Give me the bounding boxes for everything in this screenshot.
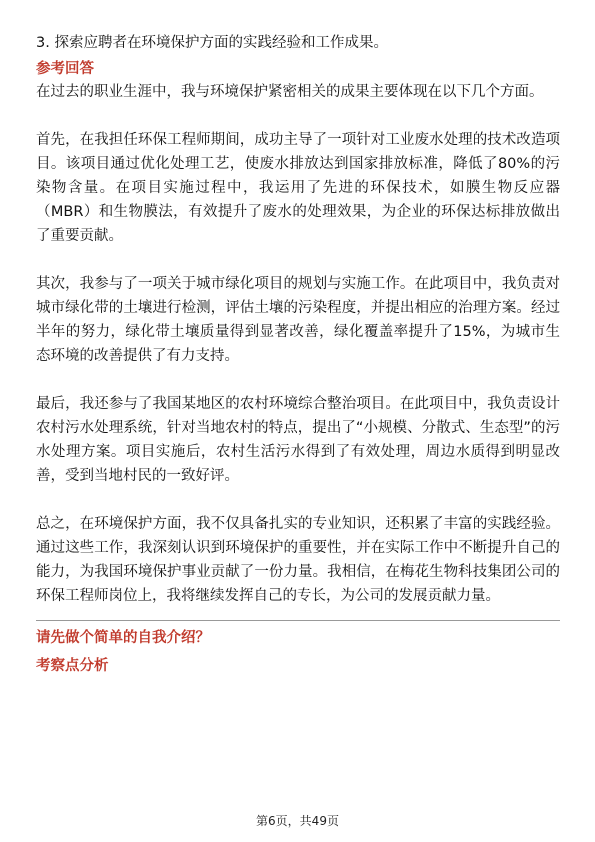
paragraph-gap	[36, 368, 560, 392]
paragraph-gap	[36, 104, 560, 128]
question-text: 3. 探索应聘者在环境保护方面的实践经验和工作成果。	[36, 35, 388, 51]
analysis-heading: 考察点分析	[36, 658, 109, 674]
answer-paragraph-intro: 在过去的职业生涯中，我与环境保护紧密相关的成果主要体现在以下几个方面。	[36, 84, 544, 100]
paragraph-gap	[36, 248, 560, 272]
page-footer: 第6页，共49页	[256, 814, 339, 828]
answer-paragraph-second: 其次，我参与了一项关于城市绿化项目的规划与实施工作。在此项目中，我负责对城市绿化带的土壤进行检测，评估土壤的污染程度，并提出相应的治理方案。经过半年的努力，绿化带土壤质量得到显著改善，绿化覆盖率提升了15%，为城市生态环境的改善提供了有力支持。	[36, 276, 560, 364]
paragraph-gap	[36, 488, 560, 512]
answer-paragraph-first: 首先，在我担任环保工程师期间，成功主导了一项针对工业废水处理的技术改造项目。该项目通过优化处理工艺，使废水排放达到国家排放标准，降低了80%的污染物含量。在项目实施过程中，我运用了先进的环保技术，如膜生物反应器（MBR）和生物膜法，有效提升了废水的处理效果，为企业的环保达标排放做出了重要贡献。	[36, 132, 560, 244]
answer-paragraph-summary: 总之，在环境保护方面，我不仅具备扎实的专业知识，还积累了丰富的实践经验。通过这些工作，我深刻认识到环境保护的重要性，并在实际工作中不断提升自己的能力，为我国环境保护事业贡献了一份力量。我相信，在梅花生物科技集团公司的环保工程师岗位上，我将继续发挥自己的专长，为公司的发展贡献力量。	[36, 516, 560, 604]
section-divider	[36, 620, 560, 621]
answer-paragraph-last: 最后，我还参与了我国某地区的农村环境综合整治项目。在此项目中，我负责设计农村污水处理系统，针对当地农村的特点，提出了“小规模、分散式、生态型”的污水处理方案。项目实施后，农村生活污水得到了有效处理，周边水质得到明显改善，受到当地村民的一致好评。	[36, 396, 560, 484]
document-page	[36, 32, 560, 677]
next-question-text: 请先做个简单的自我介绍？	[36, 630, 210, 646]
answer-heading: 参考回答	[36, 61, 94, 77]
